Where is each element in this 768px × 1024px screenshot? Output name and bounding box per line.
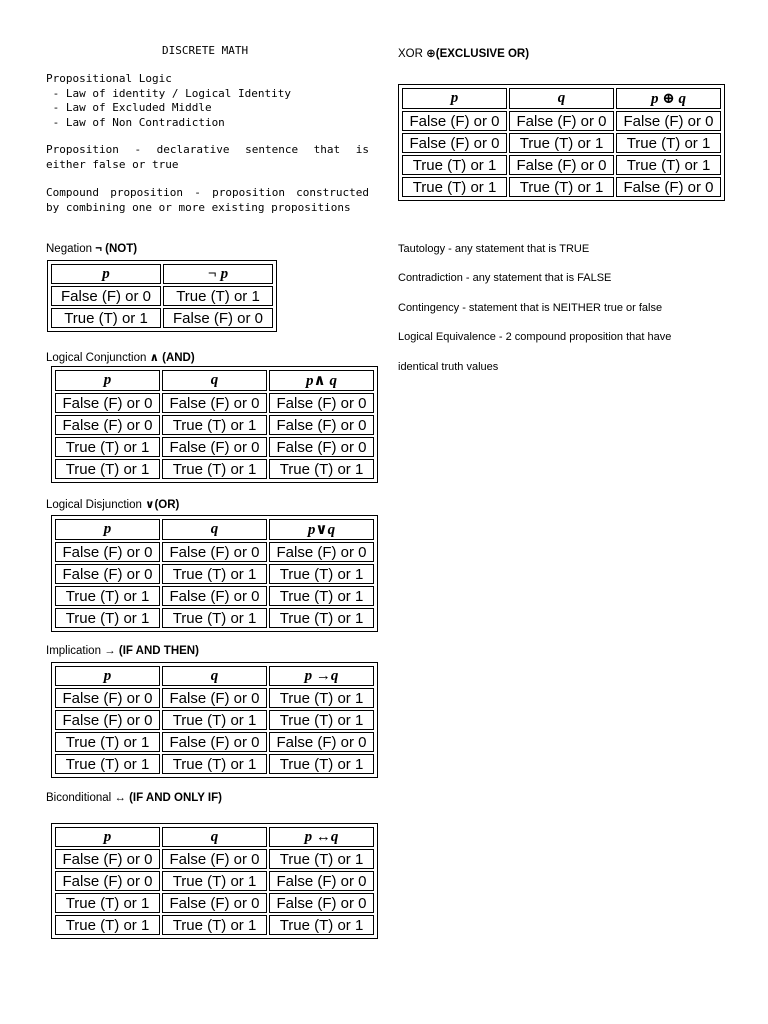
table-row	[55, 732, 374, 752]
logical-equivalence-definition: Logical Equivalence - 2 compound proposition that have	[398, 331, 672, 343]
implication-caption	[46, 645, 199, 657]
table-cell: True (T) or 1	[162, 871, 267, 891]
table-cell: True (T) or 1	[269, 608, 374, 628]
table-cell: True (T) or 1	[55, 459, 160, 479]
table-cell: True (T) or 1	[269, 754, 374, 774]
table-cell: True (T) or 1	[269, 459, 374, 479]
propositional-logic-heading: Propositional Logic	[46, 72, 172, 85]
table-cell: False (F) or 0	[162, 542, 267, 562]
table-row	[402, 177, 721, 197]
biconditional-caption	[46, 792, 222, 804]
table-cell: False (F) or 0	[55, 564, 160, 584]
table-row	[55, 849, 374, 869]
table-cell: False (F) or 0	[55, 393, 160, 413]
table-cell: True (T) or 1	[162, 754, 267, 774]
table-cell: False (F) or 0	[51, 286, 161, 306]
column-header: p →q	[269, 666, 374, 686]
column-header: q	[162, 827, 267, 847]
table-cell: False (F) or 0	[162, 437, 267, 457]
table-row	[402, 111, 721, 131]
table-row	[55, 710, 374, 730]
column-header: q	[162, 370, 267, 391]
table-cell: False (F) or 0	[55, 710, 160, 730]
table-cell: False (F) or 0	[509, 155, 614, 175]
table-cell: False (F) or 0	[55, 849, 160, 869]
logical-equivalence-definition-continued: identical truth values	[398, 361, 499, 373]
table-cell: False (F) or 0	[162, 586, 267, 606]
caption-operator-name: (EXCLUSIVE OR)	[435, 48, 530, 60]
table-cell: True (T) or 1	[402, 155, 507, 175]
column-header: q	[162, 519, 267, 540]
table-cell: False (F) or 0	[162, 893, 267, 913]
tautology-definition: Tautology - any statement that is TRUE	[398, 243, 590, 255]
xor-caption	[398, 46, 529, 60]
table-cell: True (T) or 1	[55, 754, 160, 774]
table-header-row	[55, 827, 374, 847]
table-row	[402, 133, 721, 153]
implication-arrow-symbol: →	[104, 645, 116, 657]
table-cell: False (F) or 0	[269, 415, 374, 435]
column-header: p∨q	[269, 519, 374, 540]
page-title: DISCRETE MATH	[162, 44, 249, 57]
biconditional-arrow-symbol: ↔	[114, 792, 126, 804]
table-row	[55, 437, 374, 457]
caption-operator-name: (NOT)	[101, 243, 138, 255]
table-cell: True (T) or 1	[509, 133, 614, 153]
column-header: p	[55, 519, 160, 540]
table-cell: True (T) or 1	[55, 586, 160, 606]
contradiction-definition: Contradiction - any statement that is FALSE	[398, 272, 612, 284]
table-row	[55, 415, 374, 435]
table-cell: True (T) or 1	[269, 688, 374, 708]
negation-caption	[46, 243, 137, 255]
table-row	[51, 308, 273, 328]
table-row	[55, 754, 374, 774]
table-cell: False (F) or 0	[162, 732, 267, 752]
table-cell: False (F) or 0	[162, 688, 267, 708]
table-header-row	[402, 88, 721, 109]
table-cell: False (F) or 0	[55, 415, 160, 435]
disjunction-caption	[46, 497, 179, 511]
conjunction-truth-table	[51, 366, 378, 483]
caption-text: Logical Conjunction	[46, 352, 150, 364]
table-cell: True (T) or 1	[269, 710, 374, 730]
table-row	[51, 286, 273, 306]
table-cell: False (F) or 0	[162, 849, 267, 869]
table-cell: True (T) or 1	[55, 915, 160, 935]
table-cell: True (T) or 1	[55, 437, 160, 457]
conjunction-caption	[46, 350, 195, 364]
column-header: p	[51, 264, 161, 284]
caption-text: XOR	[398, 48, 427, 60]
table-cell: True (T) or 1	[162, 564, 267, 584]
implication-truth-table	[51, 662, 378, 778]
table-row	[55, 564, 374, 584]
table-cell: True (T) or 1	[162, 710, 267, 730]
table-cell: True (T) or 1	[162, 915, 267, 935]
table-cell: False (F) or 0	[55, 542, 160, 562]
or-symbol: ∨	[145, 499, 155, 511]
caption-operator-name: (IF AND THEN)	[115, 645, 199, 657]
table-header-row	[55, 370, 374, 391]
table-cell: True (T) or 1	[269, 586, 374, 606]
table-cell: True (T) or 1	[55, 608, 160, 628]
table-cell: False (F) or 0	[402, 111, 507, 131]
table-cell: False (F) or 0	[55, 871, 160, 891]
table-cell: False (F) or 0	[55, 688, 160, 708]
table-cell: False (F) or 0	[269, 542, 374, 562]
table-cell: True (T) or 1	[162, 459, 267, 479]
table-cell: False (F) or 0	[616, 111, 721, 131]
caption-operator-name: (OR)	[154, 499, 180, 511]
law-item: - Law of identity / Logical Identity	[46, 86, 292, 100]
table-header-row	[51, 264, 273, 284]
column-header: p∧ q	[269, 370, 374, 391]
table-cell: False (F) or 0	[269, 732, 374, 752]
column-header: q	[509, 88, 614, 109]
table-cell: True (T) or 1	[616, 133, 721, 153]
table-cell: False (F) or 0	[269, 871, 374, 891]
column-header: ¬ p	[163, 264, 273, 284]
caption-operator-name: (AND)	[158, 352, 195, 364]
table-cell: False (F) or 0	[269, 393, 374, 413]
table-row	[55, 893, 374, 913]
xor-symbol: ⊕	[426, 48, 436, 60]
caption-text: Implication	[46, 645, 105, 657]
table-cell: True (T) or 1	[162, 415, 267, 435]
column-header: p	[55, 370, 160, 391]
table-cell: False (F) or 0	[269, 893, 374, 913]
table-cell: True (T) or 1	[402, 177, 507, 197]
caption-text: Negation	[46, 243, 96, 255]
table-cell: True (T) or 1	[509, 177, 614, 197]
negation-truth-table	[47, 260, 277, 332]
table-cell: True (T) or 1	[269, 564, 374, 584]
table-cell: True (T) or 1	[51, 308, 161, 328]
table-row	[55, 542, 374, 562]
table-cell: False (F) or 0	[269, 437, 374, 457]
column-header: p	[402, 88, 507, 109]
table-row	[55, 393, 374, 413]
caption-text: Biconditional	[46, 792, 115, 804]
table-row	[55, 871, 374, 891]
table-header-row	[55, 666, 374, 686]
law-item: - Law of Excluded Middle	[46, 101, 212, 114]
column-header: p	[55, 827, 160, 847]
table-cell: False (F) or 0	[162, 393, 267, 413]
table-header-row	[55, 519, 374, 540]
column-header: p ⊕ q	[616, 88, 721, 109]
table-row	[55, 459, 374, 479]
caption-operator-name: (IF AND ONLY IF)	[125, 792, 222, 804]
compound-proposition-definition: Compound proposition - proposition constructed by combining one or more existing propositions	[46, 186, 369, 214]
column-header: q	[162, 666, 267, 686]
xor-truth-table	[398, 84, 725, 201]
table-cell: True (T) or 1	[163, 286, 273, 306]
table-row	[55, 586, 374, 606]
biconditional-truth-table	[51, 823, 378, 939]
column-header: p ↔q	[269, 827, 374, 847]
contingency-definition: Contingency - statement that is NEITHER true or false	[398, 302, 663, 314]
table-row	[55, 608, 374, 628]
table-cell: False (F) or 0	[402, 133, 507, 153]
table-cell: False (F) or 0	[163, 308, 273, 328]
table-row	[55, 915, 374, 935]
table-cell: True (T) or 1	[55, 893, 160, 913]
and-symbol: ∧	[149, 352, 159, 364]
table-cell: True (T) or 1	[269, 849, 374, 869]
not-symbol: ¬	[95, 243, 102, 255]
table-row	[55, 688, 374, 708]
table-cell: True (T) or 1	[616, 155, 721, 175]
disjunction-truth-table	[51, 515, 378, 632]
propositional-logic-section	[46, 72, 291, 130]
column-header: p	[55, 666, 160, 686]
caption-text: Logical Disjunction	[46, 499, 146, 511]
law-item: - Law of Non Contradiction	[46, 115, 225, 129]
table-cell: False (F) or 0	[616, 177, 721, 197]
table-cell: True (T) or 1	[269, 915, 374, 935]
proposition-definition: Proposition - declarative sentence that is either false or true	[46, 143, 369, 171]
table-row	[402, 155, 721, 175]
table-cell: False (F) or 0	[509, 111, 614, 131]
table-cell: True (T) or 1	[55, 732, 160, 752]
table-cell: True (T) or 1	[162, 608, 267, 628]
